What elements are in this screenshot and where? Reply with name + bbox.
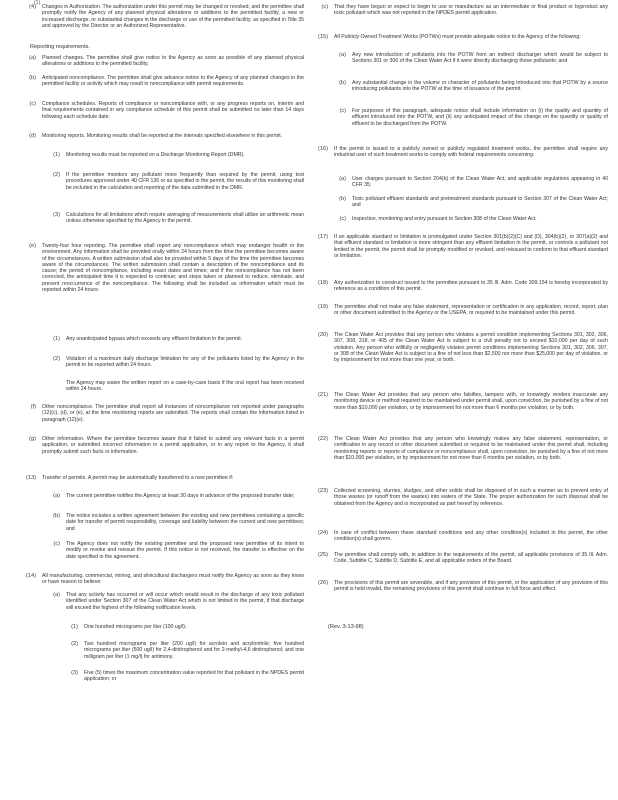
paragraph-text: The Clean Water Act provides that any person who falsifies, tampers with, or knowingly renders inaccurate any monitoring device or method required to be maintained under permit shall, upon conviction, be punished by a fine of not more than $10,000 per violation, or by imprisonment for not more than 6 months per violation, or by both. [334, 392, 608, 411]
paragraph-number: (20) [318, 332, 328, 338]
paragraph-number: (3) [53, 212, 60, 218]
paragraph-p21 [312, 392, 608, 411]
paragraph-text: Anticipated noncompliance. The permittee shall give advance notice to the Agency of any planned changes in the permitted facility or activity which may result in noncompliance with permit requirements. [42, 75, 304, 88]
page-marker: (1) [34, 0, 41, 6]
paragraph-16a [312, 176, 608, 189]
paragraph-text: Planned changes. The permittee shall give notice to the Agency as soon as possible of any planned physical alterations or additions to the permitted facility. [42, 55, 304, 68]
paragraph-15c [312, 108, 608, 127]
paragraph-number: (2) [53, 172, 60, 178]
paragraph-p19 [312, 304, 608, 317]
paragraph-text: Changes in Authorization. The authorization under this permit may be changed or revoked, and the permittee shall promptly notify the Agency of any planned physical alterations or additions to the permitted facility, a new or increased discharge, or substantial changes in the discharge or use of the permitted facility, as specified in Title 35 and approved by the Director or an Authorized Representative. [42, 4, 305, 29]
paragraph-heading [14, 44, 304, 50]
paragraph-b [14, 75, 304, 88]
paragraph-number: (15) [318, 34, 328, 40]
paragraph-g [14, 436, 304, 455]
paragraph-number: (g) [29, 436, 36, 442]
paragraph-text: Monitoring reports. Monitoring results shall be reported at the intervals specified elsewhere in this permit. [42, 133, 283, 139]
paragraph-d3 [14, 212, 304, 225]
paragraph-number: (23) [318, 488, 328, 494]
paragraph-16c [312, 216, 608, 222]
paragraph-a [14, 55, 304, 68]
paragraph-text: The Agency does not notify the existing permittee and the proposed new permittee of its intent to modify or revoke and reissue the permit. If this notice is not received, the transfer is effective on the date specified in the agreement. [66, 541, 304, 560]
paragraph-c [14, 101, 304, 120]
paragraph-text: The permittee shall not make any false statement, representation or certification in any application, record, report, plan or other document submitted to the Agency or the USEPA, or required to be maintained under this permit. [334, 304, 608, 317]
paragraph-text: Any authorization to construct issued to the permittee pursuant to 35 Ill. Adm. Code 309.154 is hereby incorporated by reference as a condition of this permit. [334, 280, 608, 293]
paragraph-15a [312, 52, 608, 65]
paragraph-number: (a) [29, 55, 36, 61]
paragraph-text: All Publicly Owned Treatment Works (POTWs) must provide adequate notice to the Agency of the following: [334, 34, 581, 40]
paragraph-number: (c) [321, 4, 328, 10]
paragraph-text: Any new introduction of pollutants into the POTW from an indirect discharger which would be subject to Sections 301 or 306 of the Clean Water Act if it were directly discharging those pollutants; and [352, 52, 608, 65]
paragraph-number: (a) [53, 493, 60, 499]
paragraph-text: All manufacturing, commercial, mining, and silvicultural dischargers must notify the Agency as soon as they know or have reason to believe: [42, 573, 304, 586]
paragraph-13c [14, 541, 304, 560]
paragraph-14a [14, 592, 304, 611]
paragraph-p18 [312, 280, 608, 293]
paragraph-number: (25) [318, 552, 328, 558]
paragraph-number: (2) [71, 641, 78, 647]
paragraph-text: If an applicable standard or limitation is promulgated under Section 301(b)(2)(C) and (D), 304(b)(2), or 307(a)(2) and that effluent standard or limitation is more stringent than any effluent limitation in the permit, or controls a pollutant not limited in the permit, the permit shall be promptly modified or revoked, and reissued to conform to that effluent standard or limitation. [334, 234, 608, 259]
paragraph-text: Any unanticipated bypass which exceeds any effluent limitation in the permit. [66, 336, 243, 342]
paragraph-f [14, 404, 304, 423]
paragraph-text: User charges pursuant to Section 204(b) of the Clean Water Act, and applicable regulations appearing in 40 CFR 35; [352, 176, 608, 189]
paragraph-p17 [312, 234, 608, 259]
paragraph-e2 [14, 356, 304, 369]
paragraph-text: If the permittee monitors any pollutant more frequently than required by the permit, using test procedures approved under 40 CFR 136 or as specified in the permit, the results of this monitoring shall be included in the calculation and reporting of the data submitted in the DMR. [66, 172, 304, 191]
paragraph-number: (e) [29, 243, 36, 249]
paragraph-p16 [312, 146, 608, 159]
paragraph-number: (b) [339, 80, 346, 86]
paragraph-text: The current permittee notifies the Agency at least 30 days in advance of the proposed transfer date; [66, 493, 295, 499]
paragraph-number: (14) [26, 573, 36, 579]
paragraph-d1 [14, 152, 304, 158]
paragraph-14a2 [14, 641, 304, 660]
paragraph-p4 [14, 4, 304, 29]
paragraph-text: Any substantial change in the volume or character of pollutants being introduced into that POTW by a source introducing pollutants into the POTW at the time of issuance of the permit. [352, 80, 608, 93]
paragraph-p24 [312, 530, 608, 543]
paragraph-e [14, 243, 304, 293]
paragraph-e1 [14, 336, 304, 342]
paragraph-text: The provisions of this permit are severable, and if any provision of this permit, or the application of any provision of this permit is held invalid, the remaining provisions of this permit shall continue in full force and effect. [334, 580, 608, 593]
paragraph-number: (16) [318, 146, 328, 152]
paragraph-number: (b) [53, 513, 60, 519]
paragraph-text: Two hundred micrograms per liter (200 ug/l) for acrolein and acrylonitrile; five hundred micrograms per liter (500 ug/l) for 2,4-dinitrophenol and for 2-methyl-4,6 dinitrophenol; and one milligram per liter (1 mg/l) for antimony. [84, 641, 304, 660]
paragraph-text: The permittee shall comply with, in addition to the requirements of the permit, all applicable provisions of 35 Ill. Adm. Code, Subtitle C, Subtitle D, Subtitle E, and all applicable orders of the Board. [334, 552, 608, 565]
paragraph-number: (1) [53, 336, 60, 342]
paragraph-number: (d) [29, 133, 36, 139]
paragraph-number: (a) [339, 176, 346, 182]
paragraph-number: (13) [26, 475, 36, 481]
paragraph-text: Twenty-four hour reporting. The permittee shall report any noncompliance which may endanger health or the environment. Any information shall be provided orally within 24 hours from the time the permittee becomes aware of the circumstances. A written submission shall also be provided within 5 days of the time the permittee becomes aware of the circumstances. The written submission shall contain a description of the noncompliance and its cause; the period of noncompliance, including exact dates and times; and if the noncompliance has not been corrected, the anticipated time it is expected to continue; and steps taken or planned to reduce, eliminate, and prevent reoccurrence of the noncompliance. The following shall be included as information which must be reported within 24 hours: [42, 243, 304, 294]
paragraph-text: In case of conflict between these standard conditions and any other condition(s) included in this permit, the other condition(s) shall govern. [334, 530, 608, 543]
paragraph-text: Other information. Where the permittee becomes aware that it failed to submit any relevant facts in a permit application, or submitted incorrect information in a permit application, or in any report to the Agency, it shall promptly submit such facts or information. [42, 436, 304, 455]
paragraph-number: (c) [53, 541, 60, 547]
paragraph-number: (f) [30, 404, 36, 410]
paragraph-number: (17) [318, 234, 328, 240]
paragraph-text: Violation of a maximum daily discharge limitation for any of the pollutants listed by the Agency in the permit to be reported within 24 hours. [66, 356, 304, 369]
paragraph-number: (18) [318, 280, 328, 286]
paragraph-p15 [312, 34, 608, 40]
paragraph-p20 [312, 332, 608, 363]
paragraph-number: (2) [53, 356, 60, 362]
paragraph-p13 [14, 475, 304, 481]
paragraph-text: That any activity has occurred or will occur which would result in the discharge of any toxic pollutant identified under Section 307 of the Clean Water Act which is not limited in the permit, if that discharge will exceed the highest of the following notification levels. [66, 592, 304, 611]
paragraph-number: (4) [29, 4, 36, 10]
paragraph-text: Monitoring results must be reported on a Discharge Monitoring Report (DMR). [66, 152, 245, 158]
paragraph-text: For purposes of this paragraph, adequate notice shall include information on (i) the quality and quantity of effluent introduced into the POTW, and (ii) any anticipated impact of the change on the quantity or quality of effluent to be discharged from the POTW. [352, 108, 608, 127]
paragraph-text: The Clean Water Act provides that any person who knowingly makes any false statement, representation, or certification in any record or other document submitted or required to be maintained under this permit shall, including monitoring reports or reports of compliance or noncompliance shall, upon conviction, be punished by a fine of not more than $10,000 per violation, or by imprisonment for not more than 6 months per violation, or by both. [334, 436, 608, 461]
paragraph-text: The Clean Water Act provides that any person who violates a permit condition implementing Sections 301, 302, 306, 307, 308, 318, or 405 of the Clean Water Act is subject to a civil penalty not to exceed $10,000 per day of such violation. Any person who willfully or negligently violates permit conditions implementing Sections 301, 302, 306, 307, or 308 of the Clean Water Act is subject to a fine of not less than $2,500 nor more than $25,000 per day of violation, or by imprisonment for not more than one year, or both. [334, 332, 608, 364]
paragraph-13a [14, 493, 304, 499]
paragraph-number: (c) [29, 101, 36, 107]
paragraph-e3 [14, 380, 304, 393]
paragraph-d2 [14, 172, 304, 191]
paragraph-number: (a) [339, 52, 346, 58]
paragraph-number: (21) [318, 392, 328, 398]
paragraph-number: (22) [318, 436, 328, 442]
paragraph-13b [14, 513, 304, 532]
paragraph-p26 [312, 580, 608, 593]
paragraph-text: If the permit is issued to a publicly owned or publicly regulated treatment works, the permittee shall require any industrial user of such treatment works to comply with federal requirements concerning: [334, 146, 608, 159]
paragraph-number: (24) [318, 530, 328, 536]
paragraph-number: (1) [71, 624, 78, 630]
paragraph-15b [312, 80, 608, 93]
paragraph-p25 [312, 552, 608, 565]
paragraph-p22 [312, 436, 608, 461]
section-heading: Reporting requirements. [30, 44, 91, 50]
paragraph-p14 [14, 573, 304, 586]
revision-date: (Rev. 3-13-98) [328, 624, 364, 630]
paragraph-number: (a) [53, 592, 60, 598]
paragraph-14a3 [14, 670, 304, 683]
paragraph-number: (1) [53, 152, 60, 158]
paragraph-number: (b) [29, 75, 36, 81]
paragraph-d [14, 133, 304, 139]
paragraph-14a1 [14, 624, 304, 630]
paragraph-number: (c) [339, 216, 346, 222]
paragraph-text: Transfer of permits. A permit may be automatically transferred to a new permittee if: [42, 475, 234, 481]
paragraph-text: One hundred micrograms per liter (100 ug/l); [84, 624, 187, 630]
paragraph-16b [312, 196, 608, 209]
paragraph-text: Five (5) times the maximum concentration value reported for that pollutant in the NPDES permit application; or [84, 670, 304, 683]
paragraph-p23 [312, 488, 608, 507]
paragraph-number: (26) [318, 580, 328, 586]
paragraph-text: Other noncompliance. The permittee shall report all instances of noncompliance not reported under paragraphs (12)(c), (d), or (e), at the time monitoring reports are submitted. The reports shall contain the information listed in paragraph (12)(e). [42, 404, 304, 423]
paragraph-number: (c) [339, 108, 346, 114]
paragraph-number: (19) [318, 304, 328, 310]
paragraph-text: Collected screening, slurries, sludges, and other solids shall be disposed of in such a manner as to prevent entry of those wastes (or runoff from the wastes) into waters of the State. The proper authorization for such disposal shall be obtained from the Agency and is incorporated as part hereof by reference. [334, 488, 608, 507]
paragraph-number: (b) [339, 196, 346, 202]
paragraph-text: Toxic pollutant effluent standards and pretreatment standards pursuant to Section 307 of the Clean Water Act; and [352, 196, 608, 209]
paragraph-text: The Agency may waive the written report on a case-by-case basis if the oral report has been received within 24 hours. [66, 380, 304, 393]
paragraph-text: Calculations for all limitations which require averaging of measurements shall utilize an arithmetic mean unless otherwise specified by the Agency in the permit. [66, 212, 304, 225]
paragraph-text: Inspection, monitoring and entry pursuant to Section 308 of the Clean Water Act. [352, 216, 537, 222]
paragraph-text: The notice includes a written agreement between the existing and new permittees containing a specific date for transfer of permit responsibility, coverage and liability between the current and new permittees; and [66, 513, 304, 532]
paragraph-number: (3) [71, 670, 78, 676]
paragraph-r1 [312, 4, 608, 17]
paragraph-text: Compliance schedules. Reports of compliance or noncompliance with, or any progress reports on, interim and final requirements contained in any compliance schedule of this permit shall be submitted no later than 14 days following each schedule date. [42, 101, 304, 120]
paragraph-text: That they have begun or expect to begin to use or manufacture as an intermediate or final product or byproduct any toxic pollutant which was not reported in the NPDES permit application. [334, 4, 608, 17]
